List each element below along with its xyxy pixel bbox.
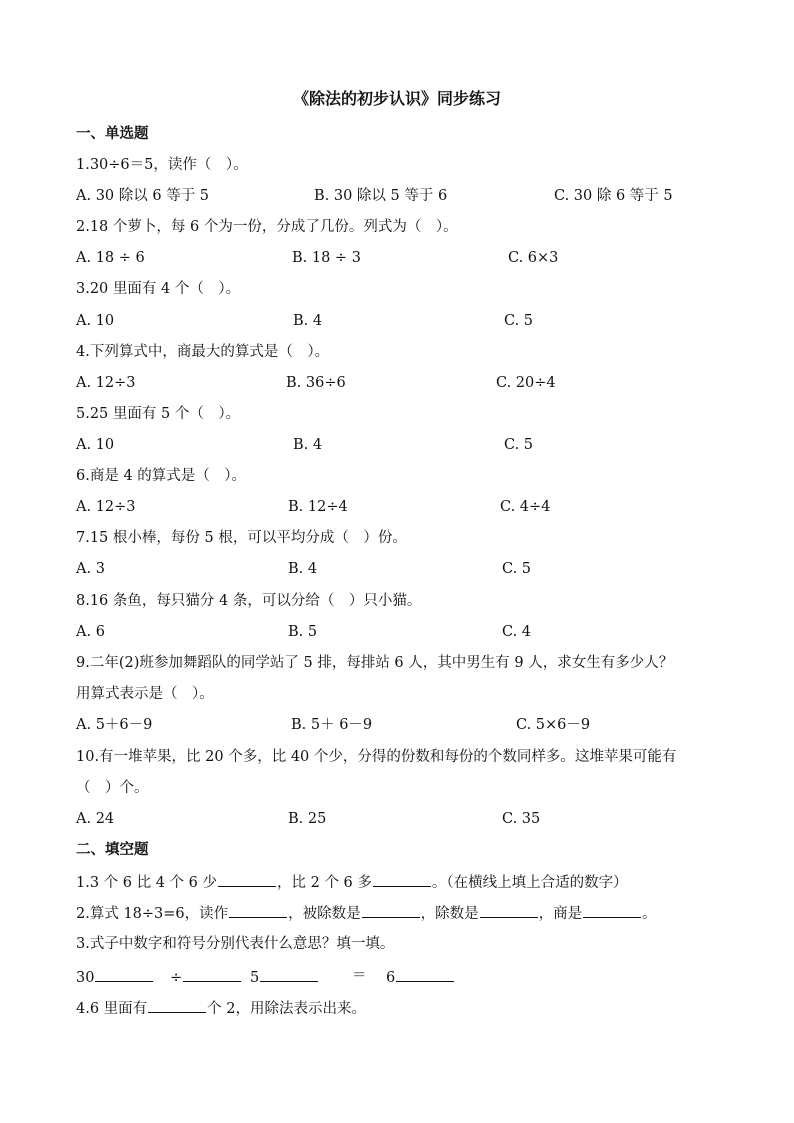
option-b: B. 30 除以 5 等于 6 bbox=[314, 188, 448, 204]
option-a: A. 12÷3 bbox=[76, 499, 136, 515]
equation-part-divisor: 5 bbox=[250, 966, 319, 988]
option-c: C. 30 除 6 等于 5 bbox=[554, 188, 673, 204]
equation-part-quotient: 6 bbox=[386, 966, 455, 988]
question-stem-continued: 用算式表示是（ ）。 bbox=[76, 686, 214, 702]
answer-blank[interactable] bbox=[480, 902, 538, 918]
option-b: B. 5＋ 6－9 bbox=[291, 717, 373, 733]
question-stem: 7.15 根小棒，每份 5 根，可以平均分成（ ）份。 bbox=[76, 530, 407, 546]
option-b: B. 5 bbox=[288, 624, 318, 640]
fill-question-2: 2.算式 18÷3=6，读作 ，被除数是 ，除数是 ，商是 。 bbox=[76, 902, 726, 924]
option-a: A. 3 bbox=[76, 561, 105, 577]
option-c: C. 35 bbox=[502, 811, 541, 827]
page-title: 《除法的初步认识》同步练习 bbox=[292, 89, 501, 108]
fill-question-4: 4.6 里面有 个 2，用除法表示出来。 bbox=[76, 997, 726, 1019]
question-stem: 9.二年(2)班参加舞蹈队的同学站了 5 排，每排站 6 人，其中男生有 9 人，求女生有多少人？ bbox=[76, 655, 674, 671]
option-a: A. 6 bbox=[76, 624, 105, 640]
option-a: A. 12÷3 bbox=[76, 375, 136, 391]
section-heading-single-choice: 一、单选题 bbox=[76, 125, 149, 142]
option-a: A. 18 ÷ 6 bbox=[76, 250, 145, 266]
option-c: C. 6×3 bbox=[508, 250, 559, 266]
question-stem: 4.下列算式中，商最大的算式是（ ）。 bbox=[76, 344, 330, 360]
option-b: B. 4 bbox=[288, 561, 318, 577]
equation-part-equals: ＝ bbox=[352, 968, 367, 984]
option-c: C. 4÷4 bbox=[500, 499, 551, 515]
section-heading-fill-in: 二、填空题 bbox=[76, 841, 149, 858]
answer-blank[interactable] bbox=[218, 871, 276, 887]
option-a: A. 10 bbox=[76, 313, 115, 329]
option-a: A. 24 bbox=[76, 811, 115, 827]
option-c: C. 20÷4 bbox=[496, 375, 556, 391]
option-c: C. 4 bbox=[502, 624, 532, 640]
question-stem: 5.25 里面有 5 个（ ）。 bbox=[76, 406, 241, 422]
answer-blank[interactable] bbox=[396, 966, 454, 982]
option-c: C. 5 bbox=[504, 437, 534, 453]
answer-blank[interactable] bbox=[260, 966, 318, 982]
equation-part-dividend: 30 bbox=[76, 966, 154, 988]
question-stem: 6.商是 4 的算式是（ ）。 bbox=[76, 468, 247, 484]
fill-question-1: 1.3 个 6 比 4 个 6 少 ，比 2 个 6 多 。（在横线上填上合适的数字） bbox=[76, 871, 726, 893]
option-c: C. 5 bbox=[502, 561, 532, 577]
answer-blank[interactable] bbox=[373, 871, 431, 887]
question-stem-continued: （ ）个。 bbox=[76, 780, 149, 796]
answer-blank[interactable] bbox=[229, 902, 287, 918]
option-b: B. 36÷6 bbox=[286, 375, 346, 391]
option-c: C. 5×6－9 bbox=[516, 717, 591, 733]
option-c: C. 5 bbox=[504, 313, 534, 329]
answer-blank[interactable] bbox=[183, 966, 241, 982]
question-stem: 10.有一堆苹果，比 20 个多，比 40 个少，分得的份数和每份的个数同样多。这堆苹果可能有 bbox=[76, 749, 677, 765]
answer-blank[interactable] bbox=[362, 902, 420, 918]
option-b: B. 18 ÷ 3 bbox=[292, 250, 361, 266]
option-a: A. 5＋6－9 bbox=[76, 717, 153, 733]
fill-question-3: 3.式子中数字和符号分别代表什么意思？填一填。 bbox=[76, 936, 395, 952]
option-b: B. 12÷4 bbox=[288, 499, 348, 515]
option-b: B. 4 bbox=[293, 313, 323, 329]
option-a: A. 30 除以 6 等于 5 bbox=[76, 188, 210, 204]
option-b: B. 25 bbox=[288, 811, 327, 827]
question-stem: 2.18 个萝卜，每 6 个为一份，分成了几份。列式为（ ）。 bbox=[76, 219, 458, 235]
answer-blank[interactable] bbox=[583, 902, 641, 918]
equation-part-operator: ÷ bbox=[170, 966, 242, 988]
option-a: A. 10 bbox=[76, 437, 115, 453]
question-stem: 3.20 里面有 4 个（ ）。 bbox=[76, 281, 241, 297]
answer-blank[interactable] bbox=[148, 997, 206, 1013]
answer-blank[interactable] bbox=[95, 966, 153, 982]
question-stem: 8.16 条鱼，每只猫分 4 条，可以分给（ ）只小猫。 bbox=[76, 593, 422, 609]
question-stem: 1.30÷6＝5，读作（ ）。 bbox=[76, 157, 248, 173]
option-b: B. 4 bbox=[293, 437, 323, 453]
